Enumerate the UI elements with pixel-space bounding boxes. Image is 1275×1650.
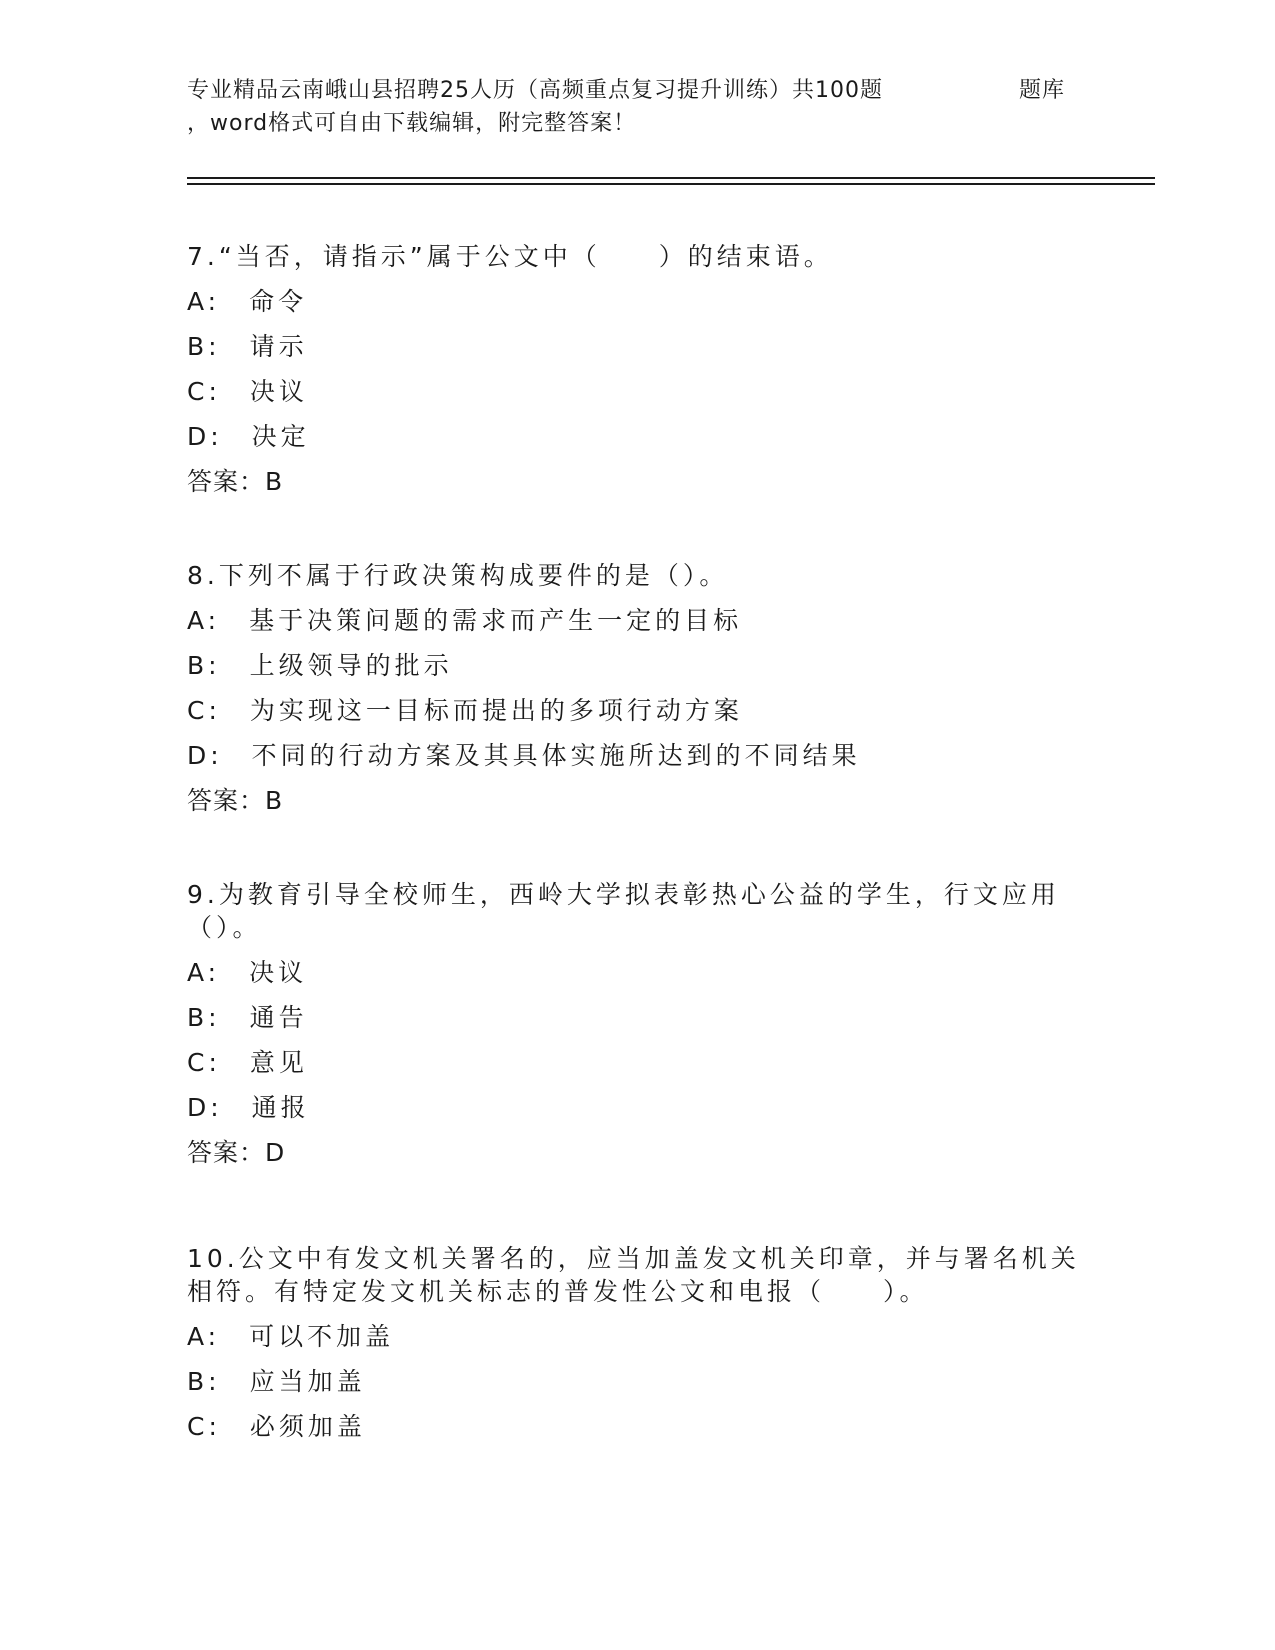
header-divider-top <box>187 177 1155 179</box>
question-9 <box>187 878 1087 1169</box>
answer-line: 答案：D <box>187 1138 286 1167</box>
question-text: 10.公文中有发文机关署名的，应当加盖发文机关印章，并与署名机关相符。有特定发文机关标志的普发性公文和电报（ ）。 <box>187 1244 1080 1306</box>
option-a: A: 基于决策问题的需求而产生一定的目标 <box>187 606 743 635</box>
option-d: D: 不同的行动方案及其具体实施所达到的不同结果 <box>187 741 861 770</box>
answer-line: 答案：B <box>187 467 284 496</box>
option-d: D: 决定 <box>187 422 310 451</box>
option-d: D: 通报 <box>187 1093 310 1122</box>
question-8 <box>187 559 1087 817</box>
answer-line: 答案：B <box>187 786 284 815</box>
option-a: A: 可以不加盖 <box>187 1322 395 1351</box>
question-10 <box>187 1242 1087 1443</box>
question-7 <box>187 240 1087 498</box>
header-divider-bottom <box>187 183 1155 185</box>
option-a: A: 命令 <box>187 287 308 316</box>
option-c: C: 意见 <box>187 1048 308 1077</box>
question-text: 7.“当否，请指示”属于公文中（ ）的结束语。 <box>187 242 833 271</box>
document-title: 专业精品云南峨山县招聘25人历（高频重点复习提升训练）共100题 <box>187 78 883 103</box>
document-tag: 题库 <box>1019 78 1066 103</box>
option-b: B: 通告 <box>187 1003 308 1032</box>
document-subtitle: ，word格式可自由下载编辑，附完整答案！ <box>187 111 637 136</box>
option-c: C: 决议 <box>187 377 308 406</box>
option-b: B: 应当加盖 <box>187 1367 366 1396</box>
option-c: C: 必须加盖 <box>187 1412 366 1441</box>
option-a: A: 决议 <box>187 958 308 987</box>
option-b: B: 上级领导的批示 <box>187 651 453 680</box>
document-header <box>187 74 1087 140</box>
option-c: C: 为实现这一目标而提出的多项行动方案 <box>187 696 743 725</box>
question-text: 9.为教育引导全校师生，西岭大学拟表彰热心公益的学生，行文应用（）。 <box>187 880 1060 942</box>
header-line-1 <box>187 74 1087 107</box>
question-text: 8.下列不属于行政决策构成要件的是（）。 <box>187 561 729 590</box>
option-b: B: 请示 <box>187 332 308 361</box>
